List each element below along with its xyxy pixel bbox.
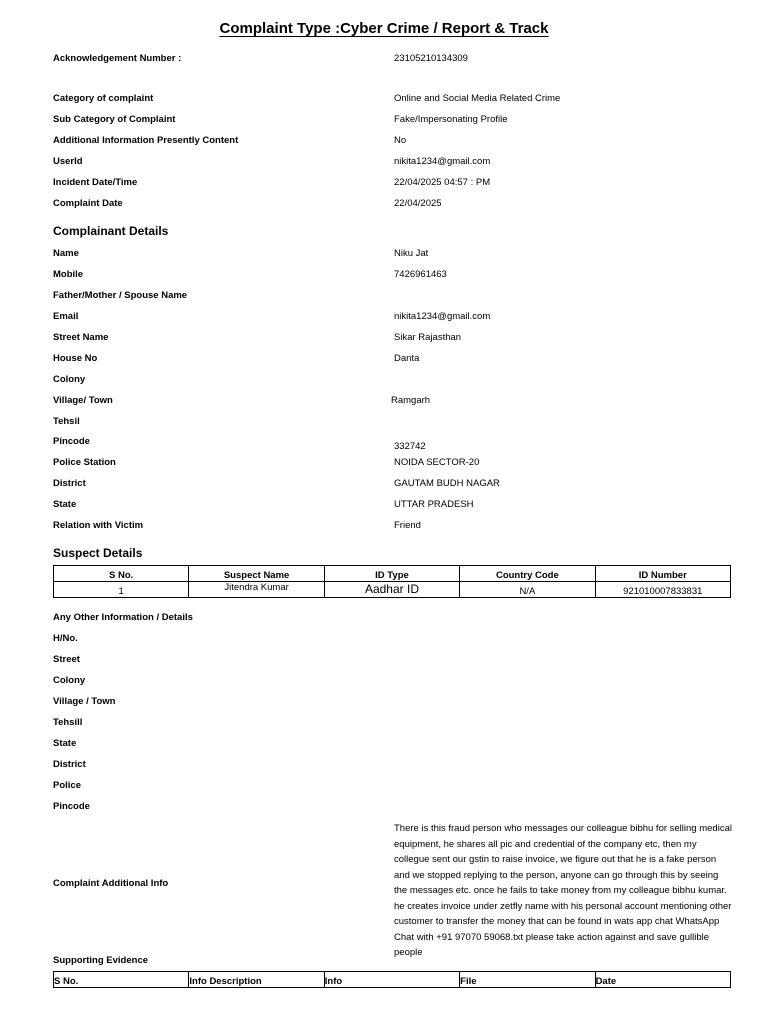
table-row	[54, 582, 731, 598]
field-label: Pincode	[53, 436, 90, 447]
field-label: Police	[53, 780, 81, 791]
additional-info-text: There is this fraud person who messages our colleague bibhu for selling medical equipment, he shares all pic and credential of the company etc, then my collegue sent our gstin to raise invoice, we figure out that he is a fake person and we stopped replying to the person, anyone can go through this by seeing the messages etc. once he fails to take money from my colleague bibhu kumar. he creates invoice under zetfly name with his personal account mentioning other customer to transfer the money that can be found in wats app chat WhatsApp Chat with +91 97070 59068.txt please take action against and save gullible people	[394, 823, 732, 958]
field-value: Friend	[394, 520, 421, 531]
field-label: Complaint Date	[53, 198, 123, 209]
table-header-cell: S No.	[54, 566, 189, 582]
table-header-cell: Date	[595, 972, 730, 988]
field-label: Additional Information Presently Content	[53, 135, 239, 146]
field-label: Email	[53, 311, 79, 322]
field-value: Fake/Impersonating Profile	[394, 114, 508, 125]
field-label: Colony	[53, 675, 86, 686]
page-title: Complaint Type :Cyber Crime / Report & Track	[219, 20, 549, 37]
table-header-cell: Info Description	[189, 972, 324, 988]
field-value: GAUTAM BUDH NAGAR	[394, 478, 500, 489]
field-label: Father/Mother / Spouse Name	[53, 290, 188, 301]
additional-info-label: Complaint Additional Info	[53, 878, 169, 889]
table-header-cell: S No.	[54, 972, 189, 988]
field-value: nikita1234@gmail.com	[394, 156, 491, 167]
table-header-row	[54, 972, 731, 988]
field-label: Street Name	[53, 332, 109, 343]
field-label: Name	[53, 248, 79, 259]
field-label: Tehsill	[53, 717, 83, 728]
field-label: State	[53, 499, 77, 510]
ack-label: Acknowledgement Number :	[53, 53, 182, 64]
field-value: Sikar Rajasthan	[394, 332, 462, 343]
table-header-cell: ID Number	[595, 566, 730, 582]
field-value: 22/04/2025	[394, 198, 442, 209]
field-label: Village / Town	[53, 696, 116, 707]
field-label: House No	[53, 353, 98, 364]
field-label: Mobile	[53, 269, 84, 280]
field-value: nikita1234@gmail.com	[394, 311, 491, 322]
field-label: Sub Category of Complaint	[53, 114, 176, 125]
field-value: 332742	[394, 441, 426, 452]
field-value: No	[394, 135, 407, 146]
table-header-cell: File	[460, 972, 595, 988]
table-cell: Aadhar ID	[324, 582, 459, 598]
field-label: State	[53, 738, 77, 749]
table-cell: Jitendra Kumar	[189, 582, 324, 598]
field-label: Incident Date/Time	[53, 177, 138, 188]
evidence-table	[53, 971, 731, 988]
table-header-cell: Country Code	[460, 566, 595, 582]
field-label: Category of complaint	[53, 93, 154, 104]
suspect-heading: Suspect Details	[53, 546, 143, 560]
field-label: UserId	[53, 156, 83, 167]
table-header-cell: ID Type	[324, 566, 459, 582]
field-value: Niku Jat	[394, 248, 429, 259]
field-label: Village/ Town	[53, 395, 113, 406]
table-cell: N/A	[460, 582, 595, 598]
field-label: District	[53, 759, 86, 770]
complainant-heading: Complainant Details	[53, 224, 169, 238]
table-cell: 1	[54, 582, 189, 598]
table-cell: 921010007833831	[595, 582, 730, 598]
field-label: Tehsil	[53, 416, 80, 427]
other-info-heading: Any Other Information / Details	[53, 612, 193, 623]
field-value: NOIDA SECTOR-20	[394, 457, 480, 468]
field-label: District	[53, 478, 86, 489]
field-value: 7426961463	[394, 269, 447, 280]
table-header-cell: Suspect Name	[189, 566, 324, 582]
field-label: Pincode	[53, 801, 90, 812]
field-value: Ramgarh	[391, 395, 431, 406]
suspect-table	[53, 565, 731, 598]
field-label: Street	[53, 654, 80, 665]
table-header-row	[54, 566, 731, 582]
ack-value: 23105210134309	[394, 53, 468, 64]
field-value: Danta	[394, 353, 420, 364]
field-label: Colony	[53, 374, 86, 385]
table-header-cell: Info	[324, 972, 459, 988]
field-label: Police Station	[53, 457, 116, 468]
field-label: Relation with Victim	[53, 520, 144, 531]
field-label: H/No.	[53, 633, 78, 644]
evidence-heading: Supporting Evidence	[53, 955, 149, 966]
field-value: Online and Social Media Related Crime	[394, 93, 561, 104]
field-value: UTTAR PRADESH	[394, 499, 474, 510]
field-value: 22/04/2025 04:57 : PM	[394, 177, 491, 188]
